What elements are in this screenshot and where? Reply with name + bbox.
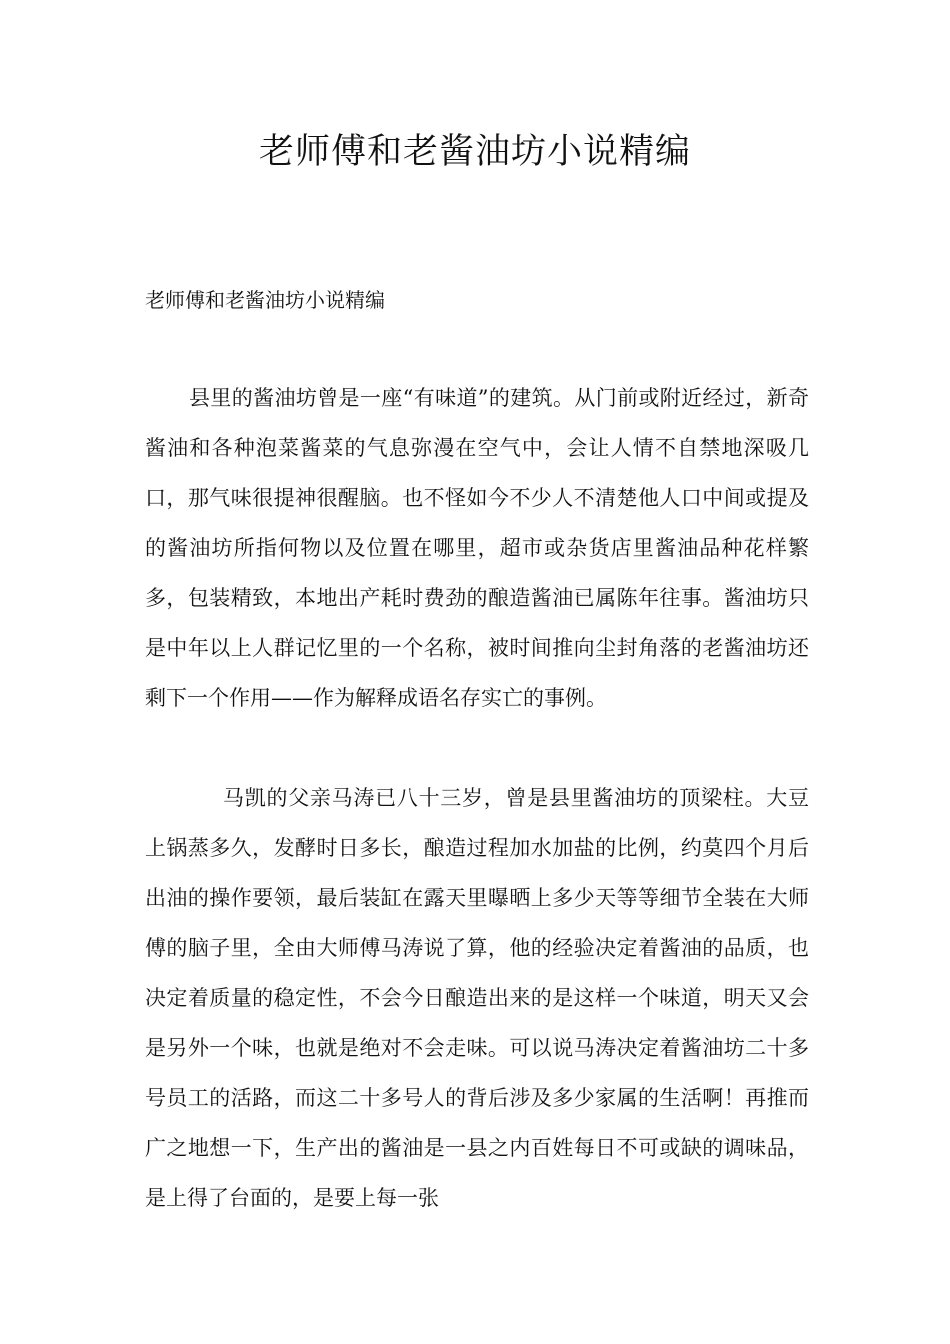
document-title: 老师傅和老酱油坊小说精编 — [258, 132, 691, 172]
paragraph-1: 县里的酱油坊曾是一座“有味道”的建筑。从门前或附近经过，新奇酱油和各种泡菜酱菜的气息弥漫在空气中，会让人情不自禁地深吸几口，那气味很提神很醒脑。也不怪如今不少人不清楚他人口中间或提及的酱油坊所指何物以及位置在哪里，超市或杂货店里酱油品种花样繁多，包装精致，本地出产耗时费劲的酿造酱油已属陈年往事。酱油坊只是中年以上人群记忆里的一个名称，被时间推向尘封角落的老酱油坊还剩下一个作用——作为解释成语名存实亡的事例。 — [145, 386, 809, 710]
paragraph-2: 马凯的父亲马涛已八十三岁，曾是县里酱油坊的顶梁柱。大豆上锅蒸多久，发酵时日多长，酿造过程加水加盐的比例，约莫四个月后出油的操作要领，最后装缸在露天里曝晒上多少天等等细节全装在大师傅的脑子里，全由大师傅马涛说了算，他的经验决定着酱油的品质，也决定着质量的稳定性，不会今日酿造出来的是这样一个味道，明天又会是另外一个味，也就是绝对不会走味。可以说马涛决定着酱油坊二十多号员工的活路，而这二十多号人的背后涉及多少家属的生活啊！再推而广之地想一下，生产出的酱油是一县之内百姓每日不可或缺的调味品，是上得了台面的，是要上每一张 — [145, 786, 809, 1210]
document-subtitle: 老师傅和老酱油坊小说精编 — [145, 288, 385, 312]
